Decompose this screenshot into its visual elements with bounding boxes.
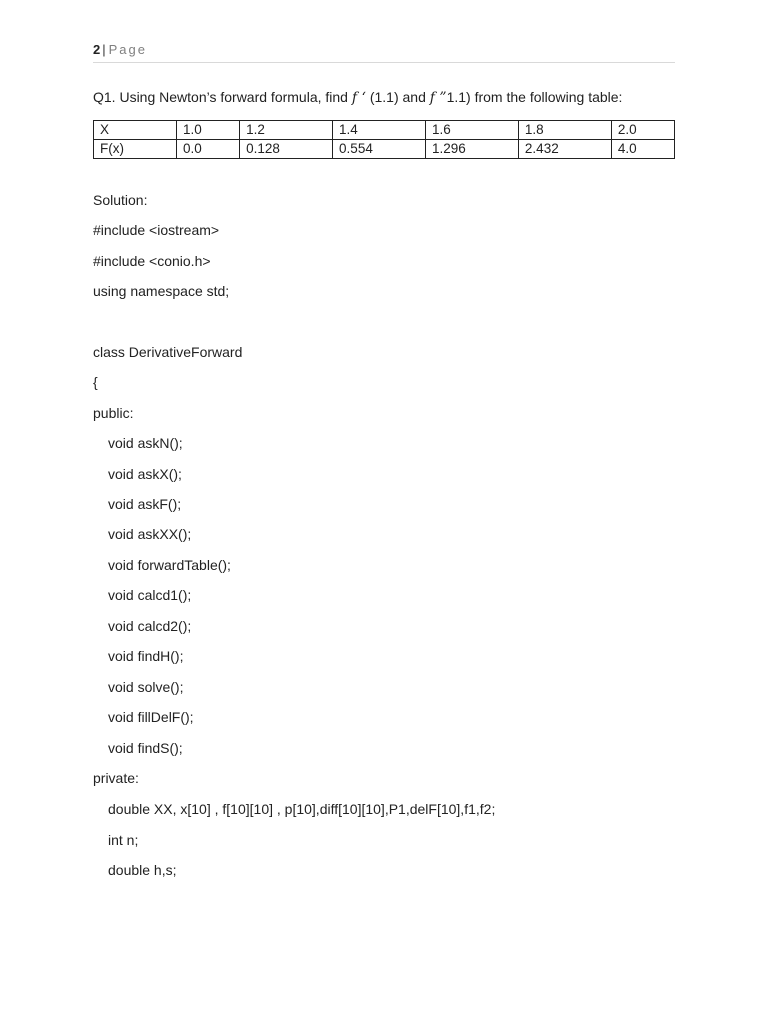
code-line-method: void fillDelF(); <box>108 709 194 725</box>
table-cell: 1.8 <box>518 121 611 140</box>
code-line-method: void calcd2(); <box>108 618 192 634</box>
code-line-method: void askN(); <box>108 435 183 451</box>
table-cell: 0.128 <box>240 140 333 159</box>
code-line-include-iostream: #include <iostream> <box>93 222 220 238</box>
code-line-method: void forwardTable(); <box>108 557 231 573</box>
code-line-method: void askF(); <box>108 496 182 512</box>
table-cell: 1.296 <box>425 140 518 159</box>
table-cell: F(x) <box>94 140 177 159</box>
table-cell: 2.432 <box>518 140 611 159</box>
table-cell: 0.554 <box>333 140 426 159</box>
data-table <box>93 120 675 159</box>
table-cell: 1.2 <box>240 121 333 140</box>
table-cell: 0.0 <box>177 140 240 159</box>
code-line-private: private: <box>93 770 139 786</box>
question-text <box>93 89 693 106</box>
table-cell: 2.0 <box>611 121 674 140</box>
code-line-method: void findS(); <box>108 740 183 756</box>
code-line-variables: double h,s; <box>108 862 177 878</box>
table-cell: 1.4 <box>333 121 426 140</box>
table-cell: 1.6 <box>425 121 518 140</box>
code-line-public: public: <box>93 405 134 421</box>
page-separator: | <box>102 42 106 57</box>
code-line-class-decl: class DerivativeForward <box>93 344 243 360</box>
second-derivative-symbol: f ” <box>429 90 447 106</box>
code-line-open-brace: { <box>93 374 98 390</box>
table-cell: X <box>94 121 177 140</box>
code-line-using: using namespace std; <box>93 283 230 299</box>
code-line-variables: int n; <box>108 832 139 848</box>
question-suffix: 1.1) from the following table: <box>446 89 623 105</box>
first-derivative-symbol: f ‘ <box>351 90 366 106</box>
table-row-x <box>94 121 675 140</box>
code-line-variables: double XX, x[10] , f[10][10] , p[10],diff[10][10],P1,delF[10],f1,f2; <box>108 801 496 817</box>
table-cell: 1.0 <box>177 121 240 140</box>
page-header <box>93 42 675 63</box>
code-line-method: void findH(); <box>108 648 184 664</box>
page-label: Page <box>108 42 147 57</box>
question-prefix: Q1. Using Newton’s forward formula, find <box>93 89 352 105</box>
code-line-method: void calcd1(); <box>108 587 192 603</box>
code-line-include-conio: #include <conio.h> <box>93 253 211 269</box>
code-line-method: void solve(); <box>108 679 184 695</box>
solution-heading: Solution: <box>93 192 148 208</box>
code-line-method: void askX(); <box>108 466 182 482</box>
page-number: 2 <box>93 42 101 57</box>
code-line-method: void askXX(); <box>108 526 192 542</box>
question-mid: (1.1) and <box>365 89 430 105</box>
table-row-fx <box>94 140 675 159</box>
table-cell: 4.0 <box>611 140 674 159</box>
